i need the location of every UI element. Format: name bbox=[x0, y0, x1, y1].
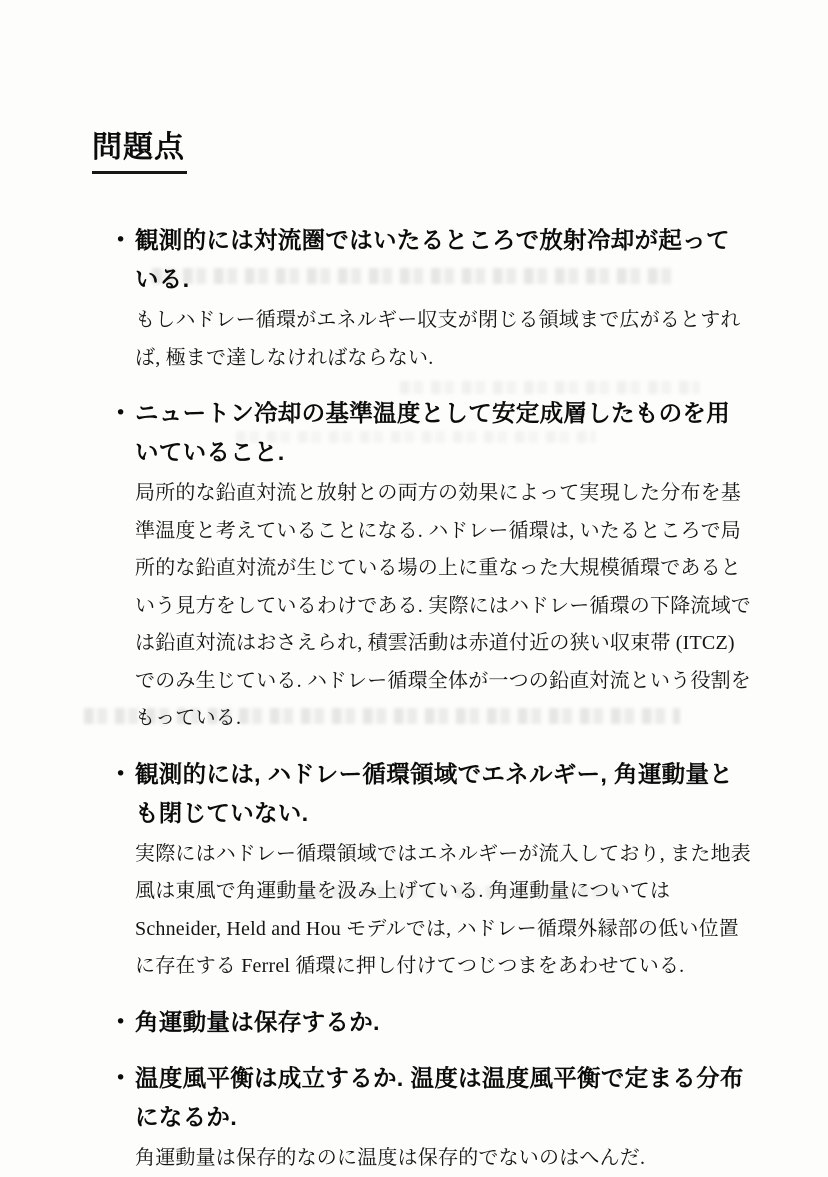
bullet-heading: 温度風平衡は成立するか. 温度は温度風平衡で定まる分布になるか. bbox=[135, 1059, 753, 1137]
bullet-icon: • bbox=[92, 221, 135, 260]
bullet-icon: • bbox=[92, 755, 135, 794]
page-title: 問題点 bbox=[92, 131, 187, 174]
bullet-body: 局所的な鉛直対流と放射との両方の効果によって実現した分布を基準温度と考えていることになる. ハドレー循環は, いたるところで局所的な鉛直対流が生じている場の上に重なった大規模循環であるという見方をしているわけである. 実際にはハドレー循環の下降流域では鉛直対流はおさえられ, 積雲活動は赤道付近の狭い収束帯 (ITCZ) でのみ生じている. ハドレー循環全体が一つの鉛直対流という役割をもっている. bbox=[135, 475, 753, 738]
bullet-item-angular-momentum bbox=[92, 1003, 752, 1042]
bullet-icon: • bbox=[92, 1003, 135, 1042]
bullet-body: もしハドレー循環がエネルギー収支が閉じる領域まで広がるとすれば, 極まで達しなければならない. bbox=[135, 302, 753, 377]
bullet-item-newtonian-cooling bbox=[92, 394, 752, 738]
bullet-heading: 観測的には, ハドレー循環領域でエネルギー, 角運動量とも閉じていない. bbox=[135, 755, 753, 833]
bullet-icon: • bbox=[92, 1059, 135, 1098]
bullet-item-thermal-wind bbox=[92, 1059, 752, 1177]
document-content bbox=[92, 131, 752, 1177]
bullet-item-not-closed bbox=[92, 755, 752, 986]
bullet-item-radiative-cooling bbox=[92, 221, 752, 377]
bullet-body: 実際にはハドレー循環領域ではエネルギーが流入しており, また地表風は東風で角運動量を汲み上げている. 角運動量については Schneider, Held and Hou モデルでは, ハドレー循環外縁部の低い位置に存在する Ferrel 循環に押し付けてつじつまをあわせている. bbox=[135, 836, 753, 986]
bullet-icon: • bbox=[92, 394, 135, 433]
bullet-heading: ニュートン冷却の基準温度として安定成層したものを用いていること. bbox=[135, 394, 753, 472]
bullet-heading: 観測的には対流圏ではいたるところで放射冷却が起っている. bbox=[135, 221, 753, 299]
bullet-body: 角運動量は保存的なのに温度は保存的でないのはへんだ. bbox=[135, 1140, 753, 1177]
bullet-list bbox=[92, 221, 752, 1177]
bullet-heading: 角運動量は保存するか. bbox=[135, 1003, 753, 1042]
